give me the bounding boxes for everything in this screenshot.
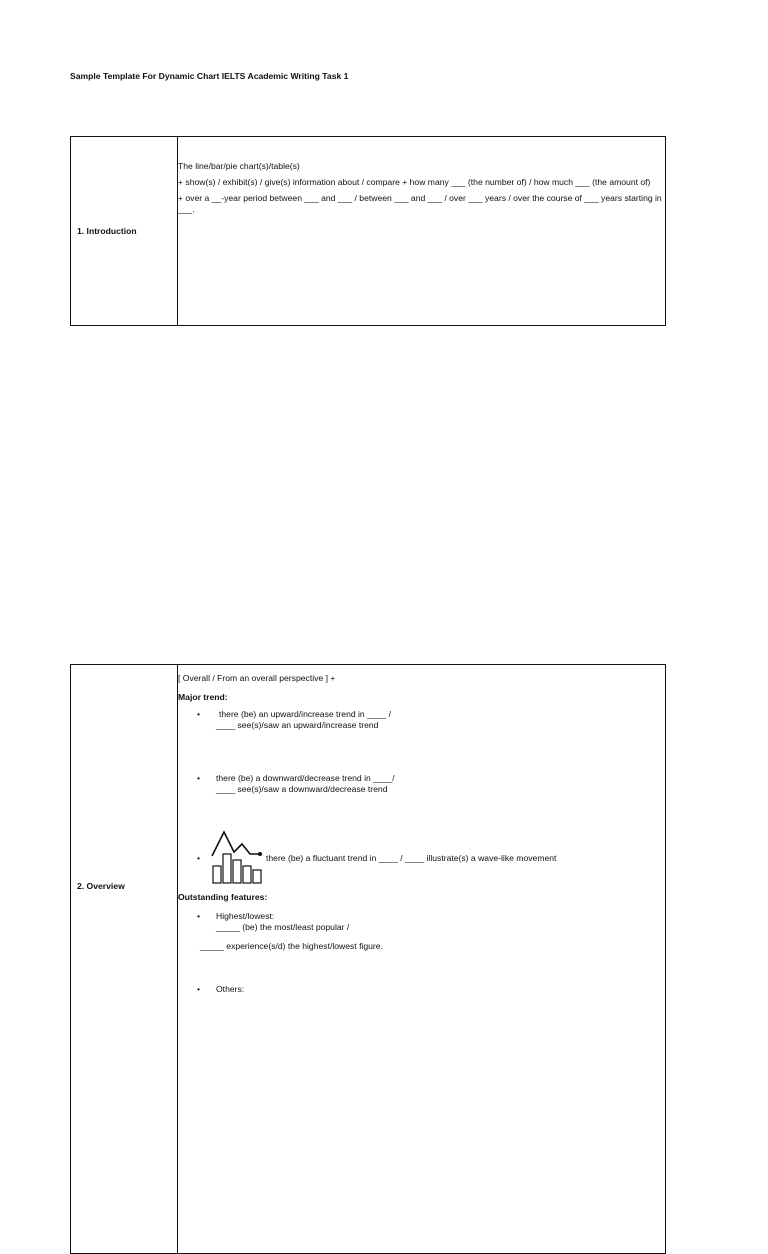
upward-line-1: there (be) an upward/increase trend in ____ / bbox=[219, 709, 391, 719]
bullet: • bbox=[197, 709, 201, 719]
intro-line-1: The line/bar/pie chart(s)/table(s) bbox=[178, 161, 300, 171]
bullet: • bbox=[197, 853, 201, 863]
highest-lowest-item bbox=[178, 911, 665, 933]
others-line: Others: bbox=[216, 984, 245, 994]
others-item bbox=[178, 984, 665, 995]
downward-line-1: there (be) a downward/decrease trend in ____/ bbox=[216, 773, 395, 783]
introduction-label: 1. Introduction bbox=[71, 137, 178, 326]
intro-line-2: + show(s) / exhibit(s) / give(s) information about / compare + how many ___ (the number of) / how much ___ (the amount of) bbox=[178, 177, 651, 187]
highest-line-2: _____ (be) the most/least popular / bbox=[216, 922, 350, 932]
overview-content bbox=[178, 665, 666, 1254]
downward-line-2: ____ see(s)/saw a downward/decrease trend bbox=[216, 784, 388, 794]
bullet: • bbox=[197, 911, 201, 921]
upward-line-2: ____ see(s)/saw an upward/increase trend bbox=[216, 720, 379, 730]
highest-line-3: _____ experience(s/d) the highest/lowest figure. bbox=[200, 941, 383, 951]
upward-trend-item bbox=[178, 709, 665, 731]
intro-line-3: + over a __-year period between ___ and ___ / between ___ and ___ / over ___ years / over the course of ___ years starting in ___. bbox=[178, 193, 662, 214]
major-trend-heading: Major trend: bbox=[178, 692, 228, 702]
highest-line-1: Highest/lowest: bbox=[216, 911, 275, 921]
fluctuant-line: there (be) a fluctuant trend in ____ / ____ illustrate(s) a wave-like movement bbox=[266, 853, 557, 863]
introduction-content bbox=[178, 137, 666, 326]
document-title: Sample Template For Dynamic Chart IELTS Academic Writing Task 1 bbox=[70, 71, 349, 81]
downward-trend-item bbox=[178, 773, 665, 795]
fluctuating-bar-chart-icon bbox=[210, 828, 266, 888]
overview-opening: [ Overall / From an overall perspective ] + bbox=[178, 673, 336, 683]
overview-label: 2. Overview bbox=[71, 665, 178, 1254]
bullet: • bbox=[197, 773, 201, 783]
overview-table bbox=[70, 664, 666, 1254]
introduction-table bbox=[70, 136, 666, 326]
bullet: • bbox=[197, 984, 201, 994]
outstanding-features-heading: Outstanding features: bbox=[178, 892, 268, 902]
